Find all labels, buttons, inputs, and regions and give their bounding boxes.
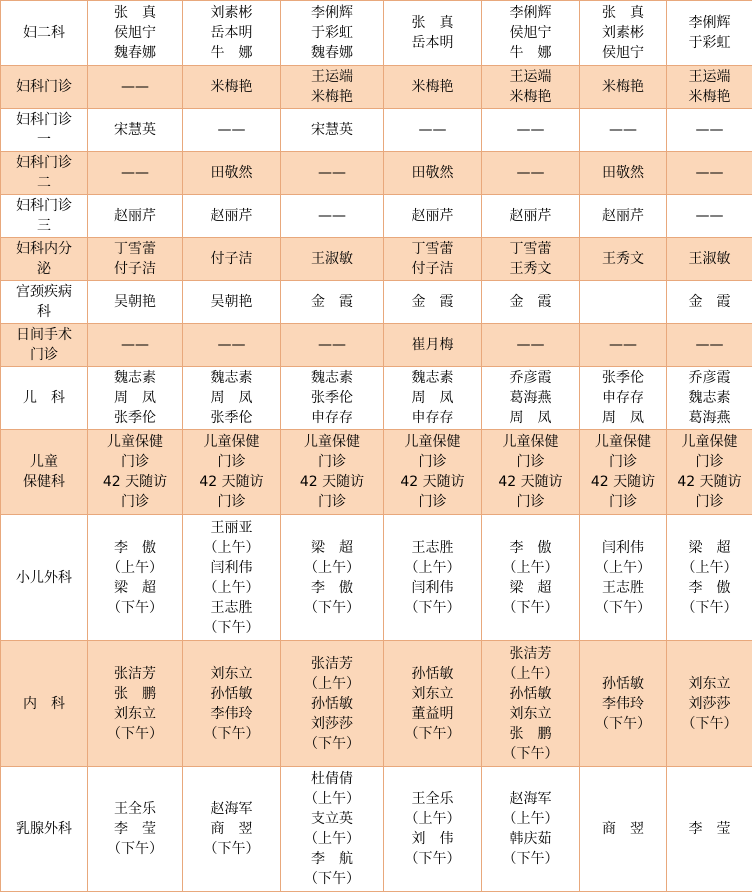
- schedule-cell: ——: [667, 324, 752, 367]
- schedule-cell: 魏志素 周 凤 张季伦: [88, 367, 183, 430]
- department-label: 小儿外科: [1, 515, 88, 641]
- table-row: [1, 195, 752, 238]
- table-row: [1, 515, 752, 641]
- schedule-cell: 丁雪蕾 王秀文: [482, 238, 580, 281]
- schedule-cell: 王运端 米梅艳: [482, 66, 580, 109]
- schedule-cell: 赵丽芹: [482, 195, 580, 238]
- schedule-cell: 吴朝艳: [88, 281, 183, 324]
- schedule-cell: 李 傲 （上午） 梁 超 （下午）: [88, 515, 183, 641]
- schedule-cell: 丁雪蕾 付子洁: [88, 238, 183, 281]
- schedule-cell: 王丽亚 （上午） 闫利伟 （上午） 王志胜 （下午）: [183, 515, 281, 641]
- schedule-cell: ——: [667, 195, 752, 238]
- schedule-cell: ——: [88, 66, 183, 109]
- schedule-cell: 田敬然: [183, 152, 281, 195]
- schedule-cell: 王运端 米梅艳: [667, 66, 752, 109]
- table-row: [1, 152, 752, 195]
- schedule-cell: 魏志素 周 凤 张季伦: [183, 367, 281, 430]
- department-label: 宫颈疾病 科: [1, 281, 88, 324]
- schedule-cell: 赵海军 （上午） 韩庆茹 （下午）: [482, 767, 580, 892]
- schedule-cell: 田敬然: [580, 152, 667, 195]
- schedule-cell: 王淑敏: [281, 238, 384, 281]
- schedule-cell: ——: [667, 109, 752, 152]
- department-label: 日间手术 门诊: [1, 324, 88, 367]
- schedule-cell: 儿童保健 门诊 42 天随访 门诊: [667, 430, 752, 515]
- department-label: 妇科门诊 二: [1, 152, 88, 195]
- schedule-cell: 儿童保健 门诊 42 天随访 门诊: [482, 430, 580, 515]
- schedule-cell: 崔月梅: [384, 324, 482, 367]
- schedule-cell: ——: [580, 324, 667, 367]
- table-row: [1, 767, 752, 892]
- schedule-cell: 张洁芳 （上午） 孙恬敏 刘东立 张 鹏 （下午）: [482, 641, 580, 767]
- schedule-cell: ——: [667, 152, 752, 195]
- schedule-cell: 刘素彬 岳本明 牛 娜: [183, 1, 281, 66]
- department-label: 内 科: [1, 641, 88, 767]
- schedule-cell: 王秀文: [580, 238, 667, 281]
- department-label: 妇科门诊 一: [1, 109, 88, 152]
- schedule-cell: 李俐辉 于彩虹: [667, 1, 752, 66]
- schedule-cell: ——: [281, 195, 384, 238]
- schedule-cell: 孙恬敏 李伟玲 （下午）: [580, 641, 667, 767]
- table-row: [1, 430, 752, 515]
- table-row: [1, 641, 752, 767]
- schedule-cell: 田敬然: [384, 152, 482, 195]
- schedule-cell: 宋慧英: [88, 109, 183, 152]
- table-row: [1, 109, 752, 152]
- schedule-cell: 儿童保健 门诊 42 天随访 门诊: [281, 430, 384, 515]
- table-row: [1, 367, 752, 430]
- schedule-cell: 赵丽芹: [183, 195, 281, 238]
- schedule-cell: ——: [384, 109, 482, 152]
- schedule-cell: 儿童保健 门诊 42 天随访 门诊: [580, 430, 667, 515]
- schedule-cell: 儿童保健 门诊 42 天随访 门诊: [384, 430, 482, 515]
- schedule-cell: 乔彦霞 葛海燕 周 凤: [482, 367, 580, 430]
- schedule-cell: 王全乐 （上午） 刘 伟 （下午）: [384, 767, 482, 892]
- department-label: 儿童 保健科: [1, 430, 88, 515]
- schedule-cell: 吴朝艳: [183, 281, 281, 324]
- table-row: [1, 324, 752, 367]
- table-row: [1, 1, 752, 66]
- schedule-cell: 米梅艳: [183, 66, 281, 109]
- schedule-cell: 赵丽芹: [580, 195, 667, 238]
- schedule-cell: 张 真 刘素彬 侯旭宁: [580, 1, 667, 66]
- schedule-cell: 丁雪蕾 付子洁: [384, 238, 482, 281]
- department-label: 儿 科: [1, 367, 88, 430]
- schedule-cell: 李 傲 （上午） 梁 超 （下午）: [482, 515, 580, 641]
- schedule-cell: ——: [281, 324, 384, 367]
- schedule-cell: [580, 281, 667, 324]
- schedule-cell: ——: [183, 109, 281, 152]
- schedule-cell: 赵海军 商 翌 （下午）: [183, 767, 281, 892]
- schedule-cell: ——: [482, 109, 580, 152]
- schedule-cell: 魏志素 张季伦 申存存: [281, 367, 384, 430]
- schedule-body: [1, 1, 752, 892]
- schedule-cell: 赵丽芹: [88, 195, 183, 238]
- schedule-cell: ——: [281, 152, 384, 195]
- table-row: [1, 66, 752, 109]
- schedule-cell: 张 真 侯旭宁 魏春娜: [88, 1, 183, 66]
- schedule-cell: 杜倩倩 （上午） 支立英 （上午） 李 航 （下午）: [281, 767, 384, 892]
- schedule-cell: 王全乐 李 莹 （下午）: [88, 767, 183, 892]
- schedule-cell: 梁 超 （上午） 李 傲 （下午）: [281, 515, 384, 641]
- schedule-cell: 王志胜 （上午） 闫利伟 （下午）: [384, 515, 482, 641]
- schedule-cell: 刘东立 刘莎莎 （下午）: [667, 641, 752, 767]
- schedule-cell: ——: [183, 324, 281, 367]
- schedule-cell: 孙恬敏 刘东立 董益明 （下午）: [384, 641, 482, 767]
- schedule-cell: 张 真 岳本明: [384, 1, 482, 66]
- department-label: 妇科内分 泌: [1, 238, 88, 281]
- schedule-cell: 张洁芳 张 鹏 刘东立 （下午）: [88, 641, 183, 767]
- schedule-cell: 李俐辉 侯旭宁 牛 娜: [482, 1, 580, 66]
- schedule-cell: 闫利伟 （上午） 王志胜 （下午）: [580, 515, 667, 641]
- schedule-cell: 赵丽芹: [384, 195, 482, 238]
- schedule-cell: 张季伦 申存存 周 凤: [580, 367, 667, 430]
- schedule-cell: 米梅艳: [384, 66, 482, 109]
- schedule-cell: ——: [482, 324, 580, 367]
- schedule-cell: 金 霞: [482, 281, 580, 324]
- department-label: 乳腺外科: [1, 767, 88, 892]
- table-row: [1, 281, 752, 324]
- department-label: 妇二科: [1, 1, 88, 66]
- schedule-cell: 商 翌: [580, 767, 667, 892]
- schedule-cell: ——: [88, 324, 183, 367]
- schedule-cell: 儿童保健 门诊 42 天随访 门诊: [88, 430, 183, 515]
- department-label: 妇科门诊 三: [1, 195, 88, 238]
- schedule-cell: ——: [482, 152, 580, 195]
- schedule-cell: 王运端 米梅艳: [281, 66, 384, 109]
- schedule-cell: 金 霞: [281, 281, 384, 324]
- schedule-cell: 宋慧英: [281, 109, 384, 152]
- schedule-cell: 李 莹: [667, 767, 752, 892]
- schedule-cell: ——: [580, 109, 667, 152]
- schedule-cell: 李俐辉 于彩虹 魏春娜: [281, 1, 384, 66]
- department-label: 妇科门诊: [1, 66, 88, 109]
- schedule-cell: 梁 超 （上午） 李 傲 （下午）: [667, 515, 752, 641]
- schedule-cell: 金 霞: [667, 281, 752, 324]
- table-row: [1, 238, 752, 281]
- schedule-cell: 王淑敏: [667, 238, 752, 281]
- schedule-cell: 儿童保健 门诊 42 天随访 门诊: [183, 430, 281, 515]
- schedule-cell: 张洁芳 （上午） 孙恬敏 刘莎莎 （下午）: [281, 641, 384, 767]
- schedule-cell: 付子洁: [183, 238, 281, 281]
- schedule-cell: 米梅艳: [580, 66, 667, 109]
- schedule-cell: 魏志素 周 凤 申存存: [384, 367, 482, 430]
- schedule-cell: 金 霞: [384, 281, 482, 324]
- schedule-cell: ——: [88, 152, 183, 195]
- schedule-cell: 刘东立 孙恬敏 李伟玲 （下午）: [183, 641, 281, 767]
- schedule-cell: 乔彦霞 魏志素 葛海燕: [667, 367, 752, 430]
